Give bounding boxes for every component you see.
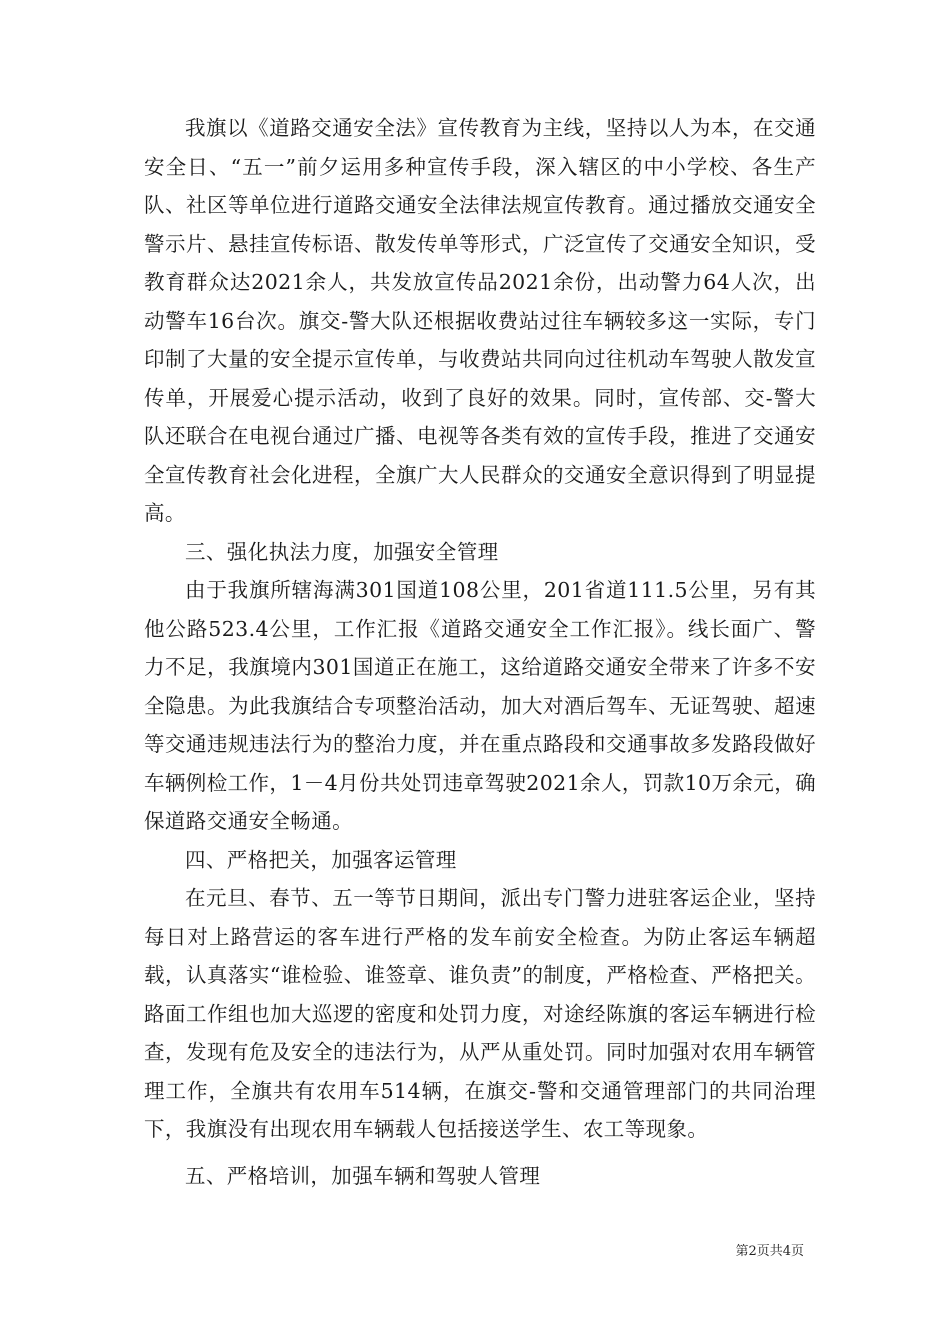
- paragraph-publicity-education: 我旗以《道路交通安全法》宣传教育为主线，坚持以人为本，在交通安全日、“五一”前夕运用多种宣传手段，深入辖区的中小学校、各生产队、社区等单位进行道路交通安全法律法规宣传教育。通过播放交通安全警示片、悬挂宣传标语、散发传单等形式，广泛宣传了交通安全知识，受教育群众达2021余人，共发放宣传品2021余份，出动警力64人次，出动警车16台次。旗交-警大队还根据收费站过往车辆较多这一实际，专门印制了大量的安全提示宣传单，与收费站共同向过往机动车驾驶人散发宣传单，开展爱心提示活动，收到了良好的效果。同时，宣传部、交-警大队还联合在电视台通过广播、电视等各类有效的宣传手段，推进了交通安全宣传教育社会化进程，全旗广大人民群众的交通安全意识得到了明显提高。: [144, 116, 816, 525]
- section-heading-driver-training: 五、严格培训，加强车辆和驾驶人管理: [185, 1163, 541, 1188]
- page-number-footer: 第2页共4页: [735, 1244, 804, 1259]
- paragraph-law-enforcement: 由于我旗所辖海满301国道108公里，201省道111.5公里，另有其他公路523.4公里，工作汇报《道路交通安全工作汇报》。线长面广、警力不足，我旗境内301国道正在施工，这给道路交通安全带来了许多不安全隐患。为此我旗结合专项整治活动，加大对酒后驾车、无证驾驶、超速等交通违规违法行为的整治力度，并在重点路段和交通事故多发路段做好车辆例检工作，1－4月份共处罚违章驾驶2021余人，罚款10万余元，确保道路交通安全畅通。: [144, 578, 816, 833]
- document-body: [144, 109, 816, 1195]
- paragraph-passenger-transport: 在元旦、春节、五一等节日期间，派出专门警力进驻客运企业，坚持每日对上路营运的客车进行严格的发车前安全检查。为防止客运车辆超载，认真落实“谁检验、谁签章、谁负责”的制度，严格检查、严格把关。路面工作组也加大巡逻的密度和处罚力度，对途经陈旗的客运车辆进行检查，发现有危及安全的违法行为，从严从重处罚。同时加强对农用车辆管理工作，全旗共有农用车514辆，在旗交-警和交通管理部门的共同治理下，我旗没有出现农用车辆载人包括接送学生、农工等现象。: [144, 886, 816, 1141]
- section-heading-passenger-transport: 四、严格把关，加强客运管理: [185, 847, 457, 872]
- section-heading-law-enforcement: 三、强化执法力度，加强安全管理: [185, 539, 499, 564]
